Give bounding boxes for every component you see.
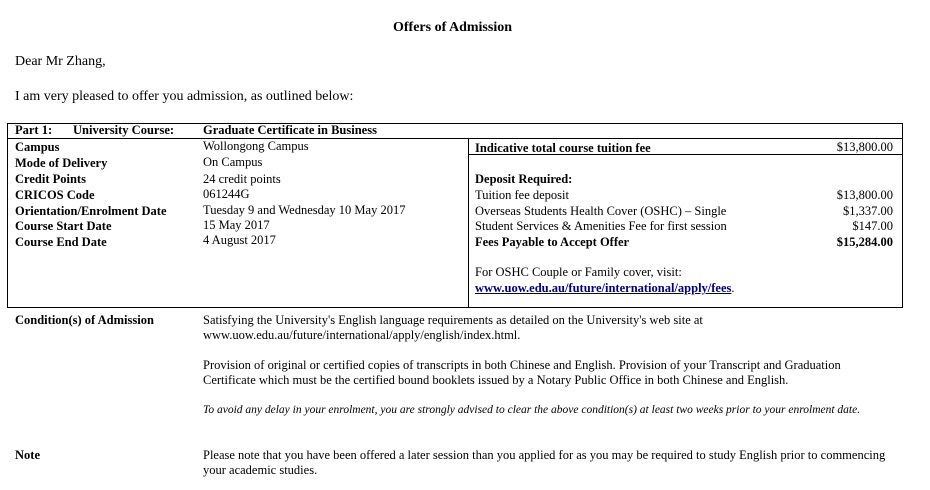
orientation-value: Tuesday 9 and Wednesday 10 May 2017 bbox=[203, 203, 406, 217]
conditions-label: Condition(s) of Admission bbox=[15, 313, 154, 327]
fees-column-divider bbox=[468, 138, 469, 308]
condition-advice: To avoid any delay in your enrolment, you are strongly advised to clear the above condition(s) at least two weeks prior to your enrolment date. bbox=[203, 404, 861, 416]
tuition-value: $13,800.00 bbox=[836, 140, 893, 154]
end-date-value: 4 August 2017 bbox=[203, 233, 276, 247]
oshc-item-label: Overseas Students Health Cover (OSHC) – Single bbox=[475, 204, 727, 218]
deposit-item-value: $13,800.00 bbox=[836, 188, 893, 202]
oshc-note: For OSHC Couple or Family cover, visit: bbox=[475, 265, 682, 279]
credit-points-label: Credit Points bbox=[15, 172, 86, 186]
course-label: University Course: bbox=[73, 123, 175, 137]
oshc-link[interactable]: www.uow.edu.au/future/international/apply/fees bbox=[475, 281, 732, 295]
campus-label: Campus bbox=[15, 140, 60, 154]
total-value: $15,284.00 bbox=[836, 235, 893, 249]
intro-text: I am very pleased to offer you admission, as outlined below: bbox=[15, 89, 354, 104]
tuition-label: Indicative total course tuition fee bbox=[475, 141, 651, 155]
orientation-label: Orientation/Enrolment Date bbox=[15, 204, 167, 218]
page-title: Offers of Admission bbox=[393, 20, 512, 35]
greeting: Dear Mr Zhang, bbox=[15, 54, 106, 69]
deposit-item-label: Tuition fee deposit bbox=[475, 188, 569, 202]
cricos-value: 061244G bbox=[203, 187, 250, 201]
ssaf-item-label: Student Services & Amenities Fee for first session bbox=[475, 219, 727, 233]
campus-value: Wollongong Campus bbox=[203, 139, 309, 153]
table-left-border bbox=[7, 123, 8, 308]
credit-points-value: 24 credit points bbox=[203, 172, 281, 186]
ssaf-item-value: $147.00 bbox=[852, 219, 893, 233]
condition-english: Satisfying the University's English language requirements as detailed on the University's web site at www.uow.edu.au/future/international/apply/english/index.html. bbox=[203, 313, 703, 342]
delivery-value: On Campus bbox=[203, 155, 263, 169]
end-date-label: Course End Date bbox=[15, 235, 107, 249]
part-label: Part 1: bbox=[15, 123, 53, 137]
course-value: Graduate Certificate in Business bbox=[203, 123, 377, 137]
oshc-item-value: $1,337.00 bbox=[843, 204, 893, 218]
note-label: Note bbox=[15, 448, 40, 462]
oshc-link-line bbox=[475, 280, 735, 296]
cricos-label: CRICOS Code bbox=[15, 188, 95, 202]
oshc-link-suffix: . bbox=[731, 281, 735, 295]
start-date-value: 15 May 2017 bbox=[203, 218, 270, 232]
table-right-border bbox=[902, 123, 903, 308]
delivery-label: Mode of Delivery bbox=[15, 156, 108, 170]
condition-transcripts: Provision of original or certified copies of transcripts in both Chinese and English. Provision of your Transcript and Graduation Certificate which must be the certified bound booklets issued by a Notary Public Office in both Chinese and English. bbox=[203, 358, 841, 387]
deposit-heading: Deposit Required: bbox=[475, 172, 573, 186]
note-text: Please note that you have been offered a later session than you applied for as you may be required to study English prior to commencing your academic studies. bbox=[203, 448, 886, 477]
part1-bottom-border bbox=[7, 307, 902, 308]
total-label: Fees Payable to Accept Offer bbox=[475, 235, 630, 249]
start-date-label: Course Start Date bbox=[15, 219, 112, 233]
